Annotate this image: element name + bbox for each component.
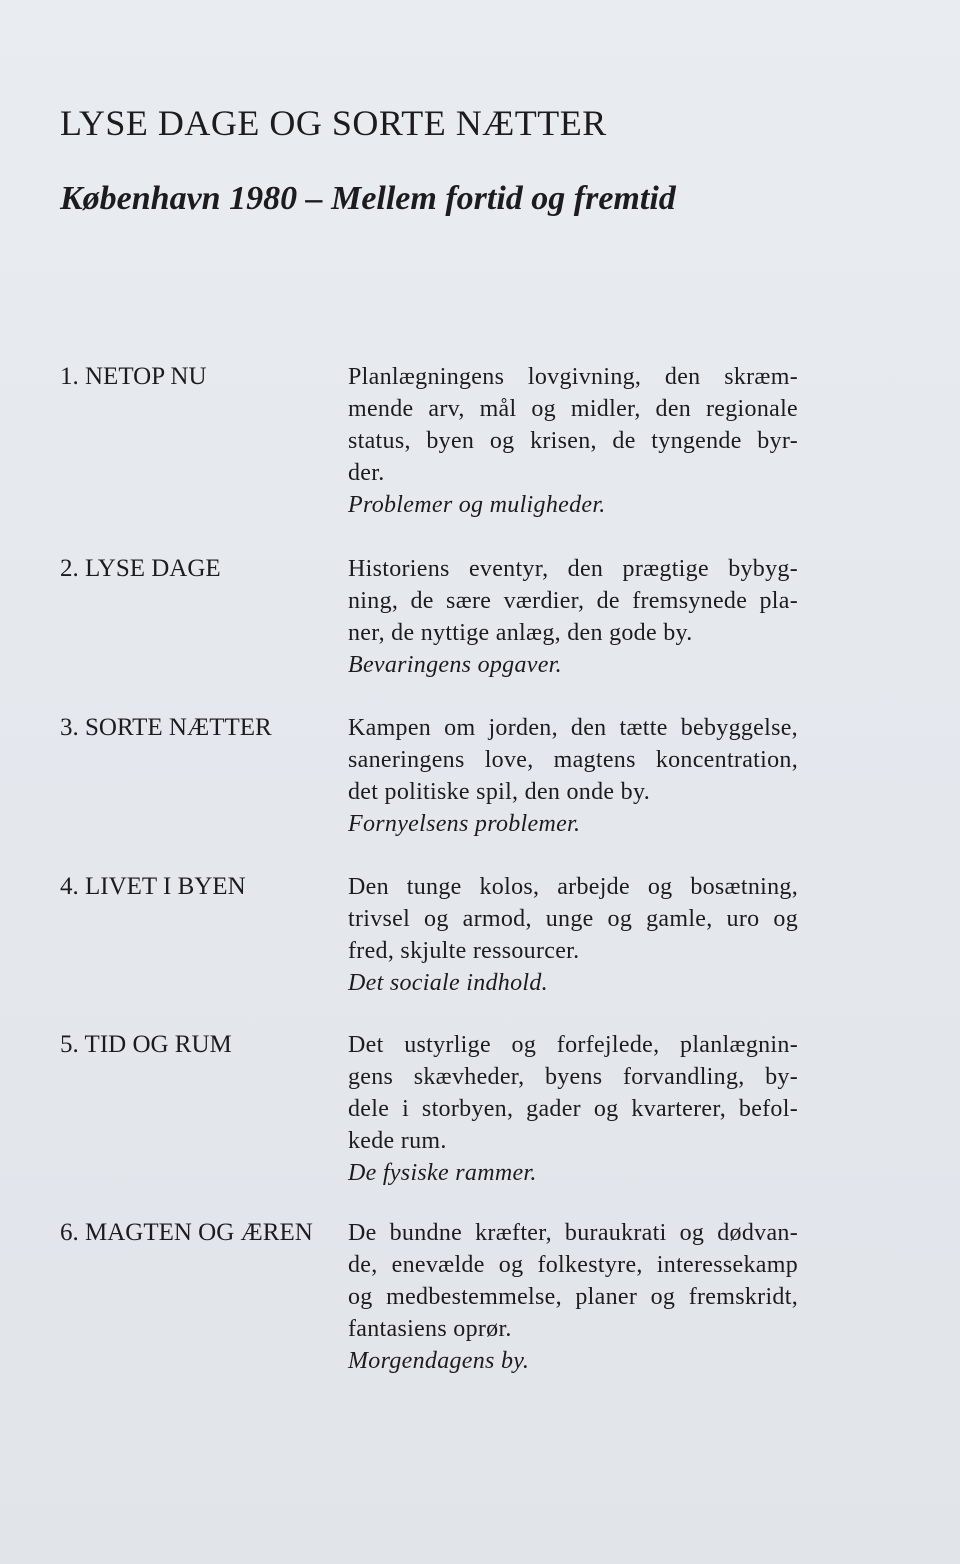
- chapter-title: 4. LIVET I BYEN: [60, 873, 246, 900]
- chapter-description: [348, 361, 798, 521]
- chapter-description: [348, 871, 798, 999]
- description-line: kede rum.: [348, 1128, 447, 1154]
- description-line: ning, de sære værdier, de fremsynede pla-: [348, 588, 798, 614]
- description-line: gens skævheder, byens forvandling, by-: [348, 1064, 798, 1090]
- description-line: De bundne kræfter, buraukrati og dødvan-: [348, 1220, 798, 1246]
- description-line: Historiens eventyr, den prægtige bybyg-: [348, 556, 798, 582]
- chapter-entry: [60, 1217, 798, 1377]
- description-line: trivsel og armod, unge og gamle, uro og: [348, 906, 798, 932]
- chapter-description: [348, 1029, 798, 1189]
- description-line: det politiske spil, den onde by.: [348, 779, 651, 805]
- chapter-title: 5. TID OG RUM: [60, 1031, 232, 1058]
- description-line: Den tunge kolos, arbejde og bosætning,: [348, 874, 798, 900]
- description-line: de, enevælde og folkestyre, interessekamp: [348, 1252, 798, 1278]
- chapter-description: [348, 553, 798, 681]
- description-line: fred, skjulte ressourcer.: [348, 938, 580, 964]
- description-line: ner, de nyttige anlæg, den gode by.: [348, 620, 693, 646]
- description-line: Kampen om jorden, den tætte bebyggelse,: [348, 715, 798, 741]
- chapter-entry: [60, 871, 798, 999]
- chapter-entry: [60, 553, 798, 681]
- description-line: mende arv, mål og midler, den regionale: [348, 396, 798, 422]
- chapter-entry: [60, 361, 798, 521]
- chapter-title: 6. MAGTEN OG ÆREN: [60, 1219, 313, 1246]
- chapter-description: [348, 712, 798, 840]
- page-subtitle: København 1980 – Mellem fortid og fremtid: [60, 180, 676, 217]
- chapter-title: 3. SORTE NÆTTER: [60, 714, 272, 741]
- chapter-entry: [60, 712, 798, 840]
- description-line: Planlægningens lovgivning, den skræm-: [348, 364, 798, 390]
- description-line: saneringens love, magtens koncentration,: [348, 747, 798, 773]
- description-line: Det ustyrlige og forfejlede, planlægnin-: [348, 1032, 798, 1058]
- chapter-tagline: Morgendagens by.: [348, 1348, 530, 1374]
- chapter-title: 2. LYSE DAGE: [60, 555, 221, 582]
- description-line: status, byen og krisen, de tyngende byr-: [348, 428, 798, 454]
- chapter-tagline: Fornyelsens problemer.: [348, 811, 581, 837]
- chapter-description: [348, 1217, 798, 1377]
- description-line: og medbestemmelse, planer og fremskridt,: [348, 1284, 798, 1310]
- description-line: der.: [348, 460, 385, 486]
- chapter-title: 1. NETOP NU: [60, 363, 207, 390]
- chapter-tagline: Problemer og muligheder.: [348, 492, 606, 518]
- chapter-tagline: Det sociale indhold.: [348, 970, 548, 996]
- chapter-tagline: Bevaringens opgaver.: [348, 652, 562, 678]
- description-line: dele i storbyen, gader og kvarterer, befol-: [348, 1096, 798, 1122]
- chapter-tagline: De fysiske rammer.: [348, 1160, 537, 1186]
- chapter-entry: [60, 1029, 798, 1189]
- page-title: LYSE DAGE OG SORTE NÆTTER: [60, 103, 607, 143]
- description-line: fantasiens oprør.: [348, 1316, 512, 1342]
